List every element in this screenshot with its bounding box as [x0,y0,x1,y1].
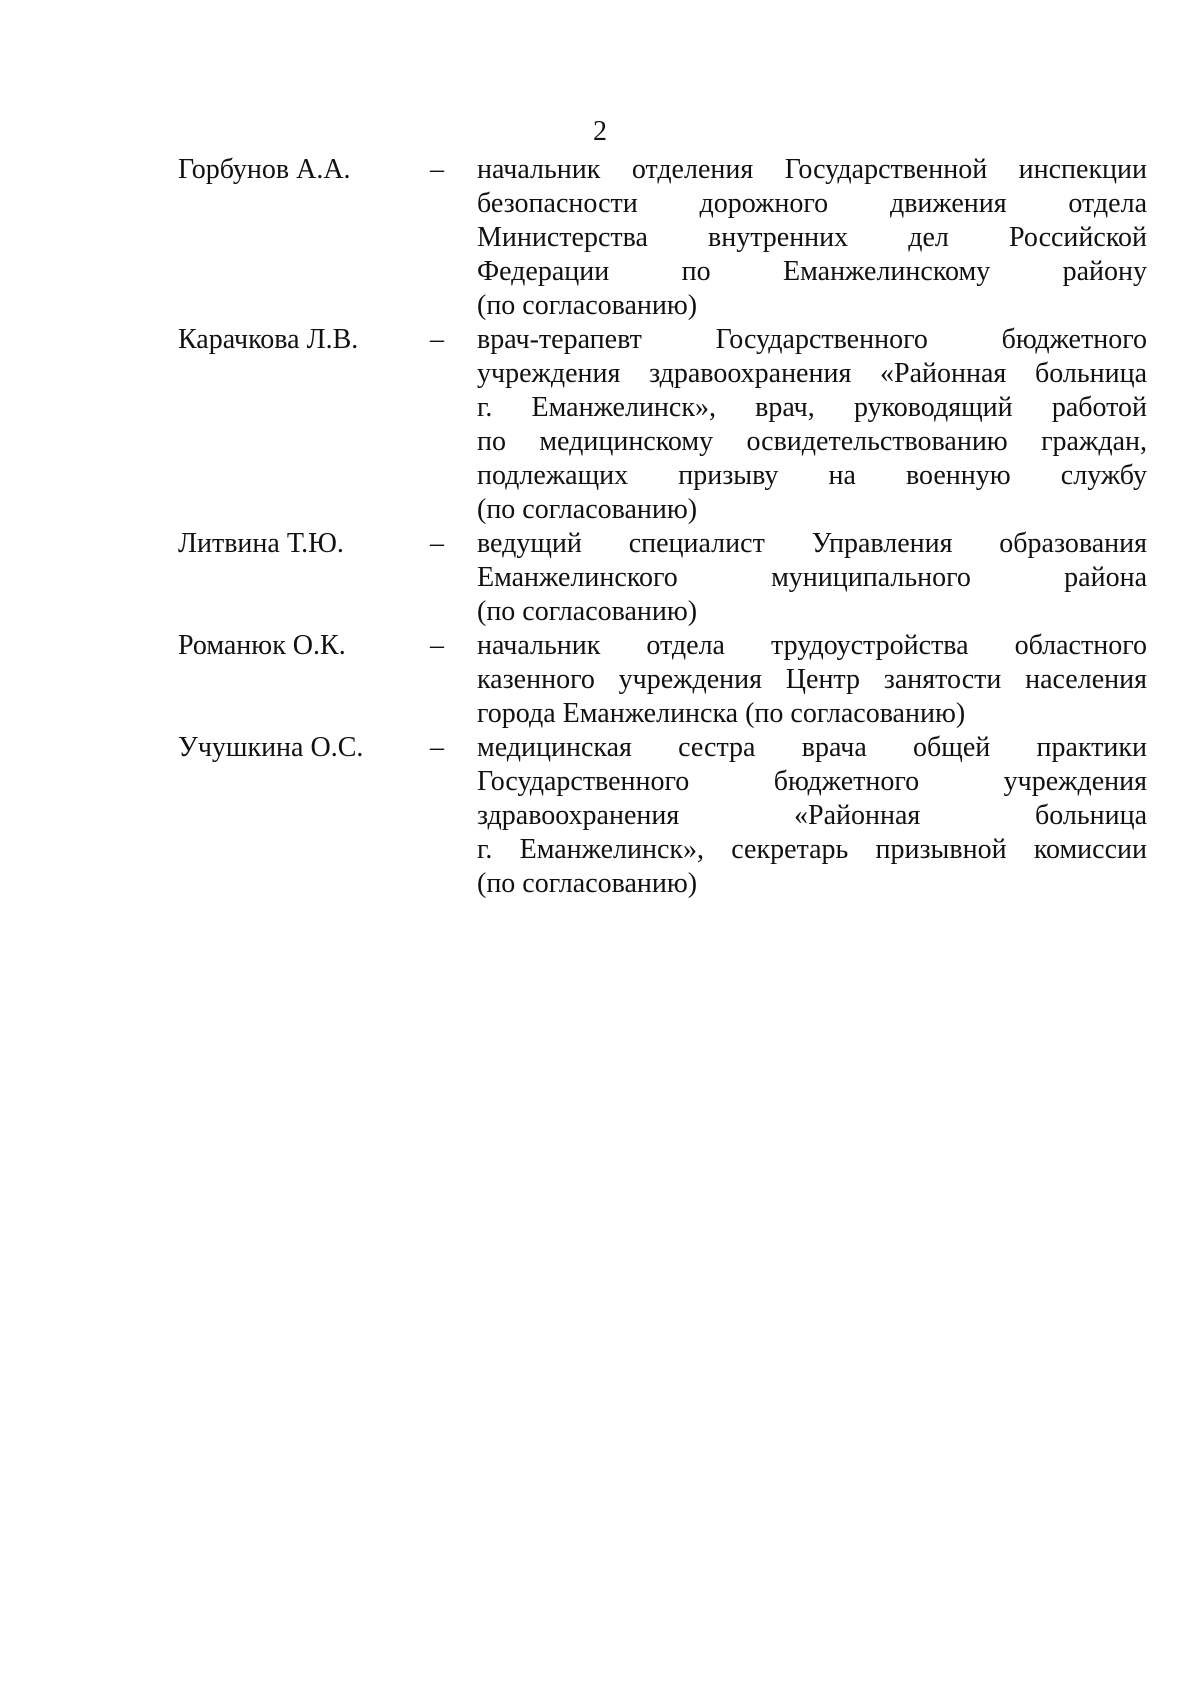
role-line: (по согласованию) [477,596,698,627]
role-line: ведущий специалист Управления образования [477,528,1147,559]
member-name: Горбунов А.А. [178,154,351,185]
role-line: медицинская сестра врача общей практики [477,732,1147,763]
role-line: казенного учреждения Центр занятости населения [477,664,1147,695]
member-role [477,731,1147,901]
member-dash: – [430,154,444,185]
role-line: здравоохранения «Районная больница [477,800,1147,831]
member-row [0,527,1200,629]
member-row [0,153,1200,323]
member-role [477,629,1147,731]
member-dash: – [430,732,444,763]
role-line: подлежащих призыву на военную службу [477,460,1147,491]
member-dash: – [430,324,444,355]
role-line: города Еманжелинска (по согласованию) [477,698,966,729]
member-name: Литвина Т.Ю. [178,528,344,559]
role-line: безопасности дорожного движения отдела [477,188,1147,219]
role-line: (по согласованию) [477,494,698,525]
commission-member-list [0,153,1200,901]
role-line: начальник отделения Государственной инспекции [477,154,1147,185]
role-line: Еманжелинского муниципального района [477,562,1147,593]
member-row [0,731,1200,901]
role-line: начальник отдела трудоустройства областного [477,630,1147,661]
role-line: учреждения здравоохранения «Районная больница [477,358,1147,389]
role-line: г. Еманжелинск», врач, руководящий работой [477,392,1147,423]
member-dash: – [430,528,444,559]
member-role [477,153,1147,323]
member-role [477,527,1147,629]
member-row [0,629,1200,731]
member-dash: – [430,630,444,661]
role-line: г. Еманжелинск», секретарь призывной комиссии [477,834,1147,865]
member-row [0,323,1200,527]
member-name: Учушкина О.С. [178,732,364,763]
role-line: (по согласованию) [477,868,698,899]
member-role [477,323,1147,527]
role-line: Министерства внутренних дел Российской [477,222,1147,253]
role-line: врач-терапевт Государственного бюджетного [477,324,1147,355]
role-line: по медицинскому освидетельствованию граждан, [477,426,1147,457]
role-line: Государственного бюджетного учреждения [477,766,1147,797]
role-line: (по согласованию) [477,290,698,321]
page-number: 2 [593,116,607,147]
role-line: Федерации по Еманжелинскому району [477,256,1147,287]
member-name: Карачкова Л.В. [178,324,359,355]
member-name: Романюк О.К. [178,630,346,661]
